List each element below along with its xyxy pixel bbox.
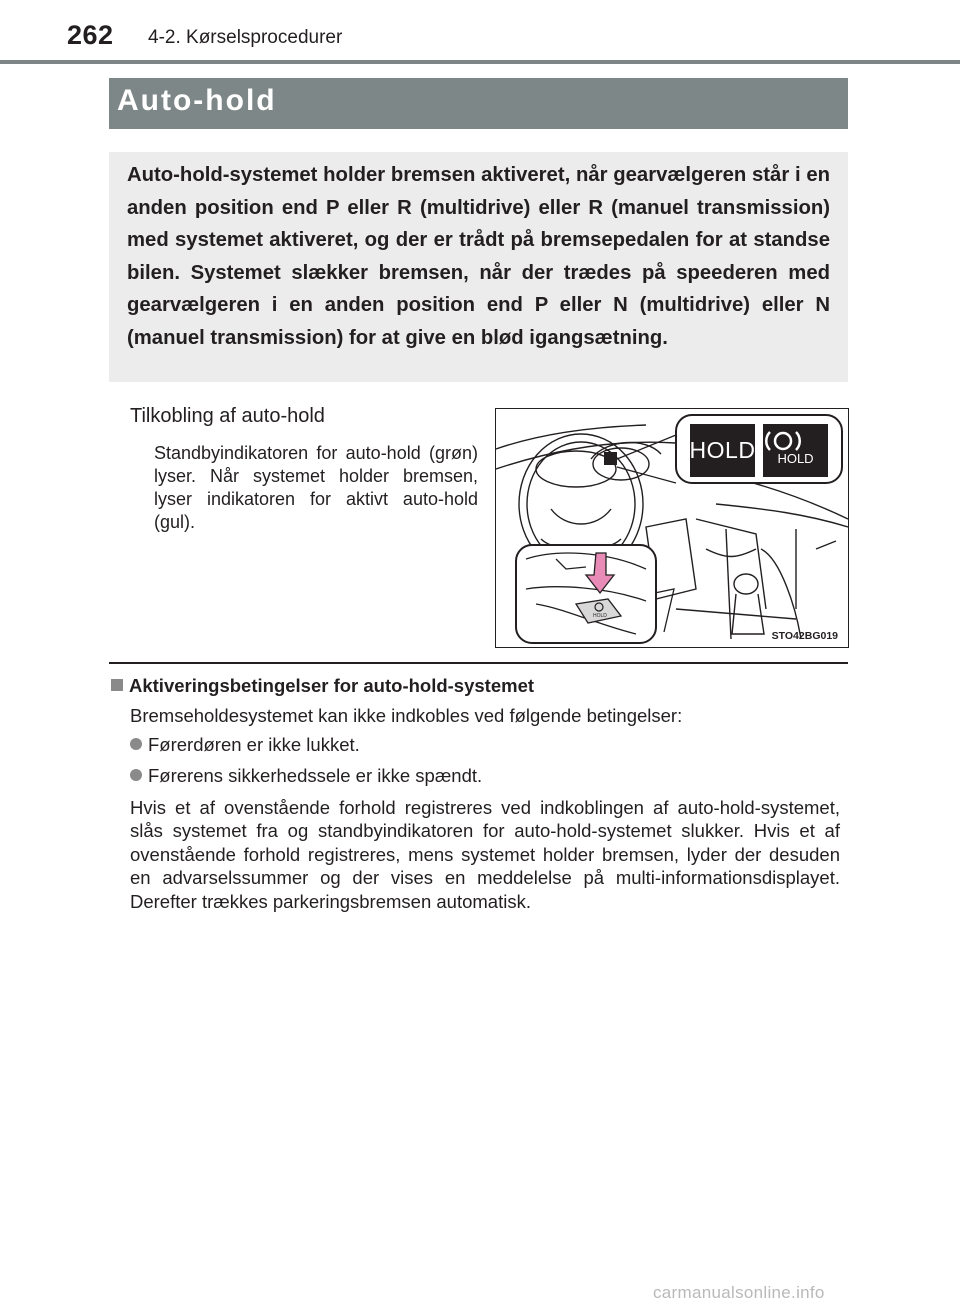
conditions-heading [111, 675, 534, 697]
hold-button-label: HOLD [593, 613, 607, 619]
dashboard-illustration [495, 408, 849, 648]
list-item [130, 765, 482, 787]
conditions-heading-text: Aktiveringsbetingelser for auto-hold-systemet [129, 675, 535, 696]
watermark: carmanualsonline.info [653, 1283, 825, 1302]
list-item-text: Førerdøren er ikke lukket. [148, 734, 360, 755]
conditions-intro: Bremseholdesystemet kan ikke indkobles ved følgende betingelser: [130, 705, 683, 726]
list-item [130, 734, 360, 756]
circle-bullet-icon [130, 769, 142, 781]
list-item-text: Førerens sikkerhedssele er ikke spændt. [148, 765, 483, 786]
section-divider [109, 662, 848, 664]
item-heading: Tilkobling af auto-hold [130, 405, 325, 427]
intro-text: Auto-hold-systemet holder bremsen aktiveret, når gearvælgeren står i en anden position end P eller R (multidrive) eller R (manuel transmission) med systemet aktiveret, og der er trådt på bremsepedalen for at standse bilen. Systemet slækker bremsen, når der trædes på speederen med gearvælgeren i en anden position end P eller N (multidrive) eller N (manuel transmission) for at give en blød igangsætning. [127, 164, 830, 349]
brake-hold-indicator [763, 424, 828, 477]
brake-circle-icon [763, 429, 803, 453]
item-description: Standbyindikatoren for auto-hold (grøn) lyser. Når systemet holder bremsen, lyser indikatoren for aktivt auto-hold (gul). [154, 443, 478, 532]
brake-hold-indicator-label: HOLD [777, 451, 814, 466]
circle-bullet-icon [130, 738, 142, 750]
section-path: 4-2. Kørselsprocedurer [148, 27, 343, 48]
page-number: 262 [67, 20, 114, 50]
header-rule [0, 60, 960, 64]
illustration-code: STO42BG019 [771, 630, 838, 642]
page-title: Auto-hold [117, 84, 277, 117]
conditions-paragraph: Hvis et af ovenstående forhold registreres ved indkoblingen af auto-hold-systemet, slås systemet fra og standbyindikatoren for auto-hold-systemet slukker. Hvis et af ovenstående forhold registreres, mens systemet holder bremsen, lyder der desuden en advarselssummer og der vises en meddelelse på multi-informationsdisplayet. Derefter trækkes parkeringsbremsen automatisk. [130, 797, 840, 912]
square-bullet-icon [111, 679, 123, 691]
hold-indicator [690, 424, 755, 477]
hold-indicator-label: HOLD [689, 437, 756, 463]
